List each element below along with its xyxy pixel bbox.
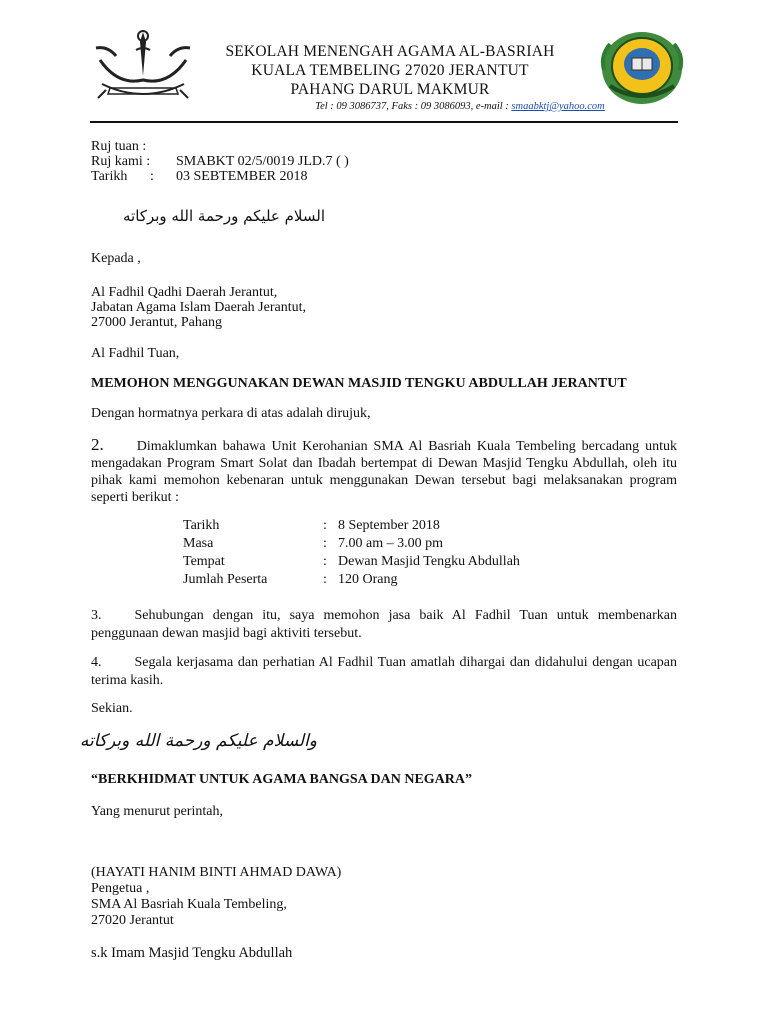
ruj-tuan-label: Ruj tuan : <box>91 139 147 154</box>
recipient-line-1: Al Fadhil Qadhi Daerah Jerantut, <box>91 285 278 300</box>
motto: “BERKHIDMAT UNTUK AGAMA BANGSA DAN NEGARA” <box>91 772 473 787</box>
signatory-postcode: 27020 Jerantut <box>91 913 174 928</box>
event-row: Tarikh : 8 September 2018 <box>183 518 440 533</box>
event-value: Dewan Masjid Tengku Abdullah <box>338 554 520 569</box>
recipient-line-3: 27000 Jerantut, Pahang <box>91 315 223 330</box>
recipient-line-2: Jabatan Agama Islam Daerah Jerantut, <box>91 300 306 315</box>
school-name: SEKOLAH MENENGAH AGAMA AL-BASRIAH <box>225 43 555 60</box>
school-state: PAHANG DARUL MAKMUR <box>290 81 490 98</box>
event-value: 120 Orang <box>338 572 398 587</box>
paragraph-4-text: Segala kerjasama dan perhatian Al Fadhil Tuan amatlah dihargai dan didahului dengan ucapan terima kasih. <box>91 655 677 688</box>
paragraph-3-number: 3. <box>91 608 102 623</box>
salutation: Al Fadhil Tuan, <box>91 346 180 361</box>
tarikh-value: 03 SEBTEMBER 2018 <box>176 169 308 184</box>
school-badge-icon <box>596 26 688 112</box>
paragraph-2 <box>91 436 677 506</box>
event-row: Tempat : Dewan Masjid Tengku Abdullah <box>183 554 520 569</box>
intro: Dengan hormatnya perkara di atas adalah dirujuk, <box>91 406 371 421</box>
school-address: KUALA TEMBELING 27020 JERANTUT <box>251 62 529 79</box>
event-value: 8 September 2018 <box>338 518 440 533</box>
paragraph-2-text: Dimaklumkan bahawa Unit Kerohanian SMA Al Basriah Kuala Tembeling bercadang untuk mengadakan Program Smart Solat dan Ibadah bertempat di Dewan Masjid Tengku Abdullah, oleh itu pihak kami memohon kebenaran untuk menggunakan Dewan tersebut bagi melaksanakan program seperti berikut : <box>91 439 677 505</box>
cc-line: s.k Imam Masjid Tengku Abdullah <box>91 945 293 961</box>
tarikh-label: Tarikh <box>91 169 128 184</box>
email-link[interactable]: smaabktj@yahoo.com <box>511 101 605 112</box>
paragraph-3-text: Sehubungan dengan itu, saya memohon jasa baik Al Fadhil Tuan untuk membenarkan penggunaan dewan masjid bagi aktiviti tersebut. <box>91 608 677 641</box>
contact-text: Tel : 09 3086737, Faks : 09 3086093, e-mail : <box>315 101 512 112</box>
closing: Sekian. <box>91 701 133 716</box>
paragraph-4 <box>91 654 677 689</box>
signatory-name: (HAYATI HANIM BINTI AHMAD DAWA) <box>91 865 342 880</box>
tarikh-colon: : <box>150 169 154 184</box>
paragraph-3 <box>91 607 677 642</box>
event-label: Tarikh <box>183 518 220 533</box>
ruj-kami-value: SMABKT 02/5/0019 JLD.7 ( ) <box>176 154 349 169</box>
event-label: Masa <box>183 536 214 551</box>
subject: MEMOHON MENGGUNAKAN DEWAN MASJID TENGKU ABDULLAH JERANTUT <box>91 376 627 391</box>
event-label: Jumlah Peserta <box>183 572 268 587</box>
paragraph-4-number: 4. <box>91 655 102 670</box>
paragraph-2-number: 2. <box>91 435 104 454</box>
yang-menurut: Yang menurut perintah, <box>91 804 223 819</box>
header-divider <box>90 121 678 123</box>
kepada: Kepada , <box>91 251 141 266</box>
salam-closing: والسلام عليكم ورحمة الله وبركاته <box>79 731 317 751</box>
salam-opening: السلام عليكم ورحمة الله وبركاته <box>123 207 325 225</box>
event-row: Jumlah Peserta : 120 Orang <box>183 572 398 587</box>
state-crest-icon <box>88 28 198 110</box>
event-value: 7.00 am – 3.00 pm <box>338 536 443 551</box>
event-label: Tempat <box>183 554 225 569</box>
event-row: Masa : 7.00 am – 3.00 pm <box>183 536 443 551</box>
signatory-title: Pengetua , <box>91 881 150 896</box>
signatory-org: SMA Al Basriah Kuala Tembeling, <box>91 897 287 912</box>
ruj-kami-label: Ruj kami : <box>91 154 151 169</box>
